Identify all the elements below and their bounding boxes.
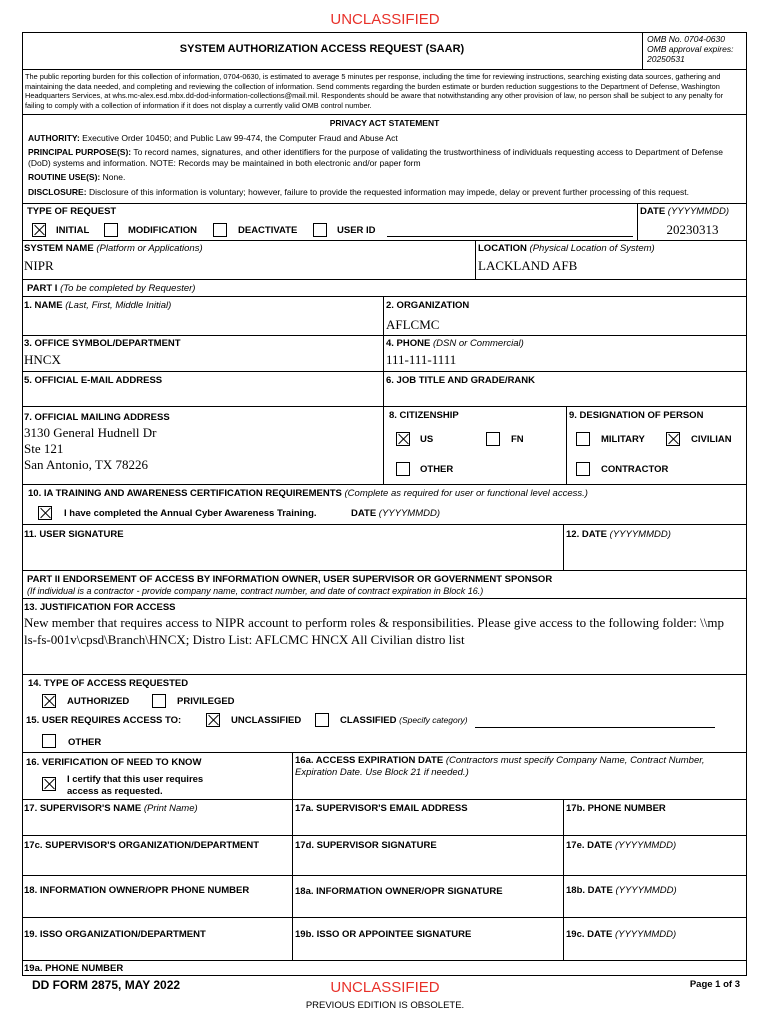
classification-banner-bottom: UNCLASSIFIED (330, 979, 440, 996)
supervisor-name-label: 17. SUPERVISOR'S NAME (Print Name) (24, 803, 198, 814)
system-name-label: SYSTEM NAME (Platform or Applications) (24, 243, 203, 254)
omb-number: OMB No. 0704-0630 (647, 34, 725, 44)
email-label: 5. OFFICIAL E-MAIL ADDRESS (24, 375, 163, 386)
isso-phone-label: 19a. PHONE NUMBER (24, 963, 124, 974)
part2-heading: PART II ENDORSEMENT OF ACCESS BY INFORMATION OWNER, USER SUPERVISOR OR GOVERNMENT SPONSOR (27, 574, 553, 585)
ia-training-checkbox[interactable] (38, 506, 52, 520)
location-label: LOCATION (Physical Location of System) (478, 243, 655, 254)
form-title: SYSTEM AUTHORIZATION ACCESS REQUEST (SAAR) (179, 43, 465, 55)
purpose-text: To record names, signatures, and other identifiers for the purpose of validating the trustworthiness of individuals requesting access to Department of Defense (DoD) systems and information. NOTE: Records may be maintained in both electronic and/or paper form (28, 147, 723, 168)
phone-value[interactable]: 111-111-1111 (386, 352, 457, 367)
office-value[interactable]: HNCX (24, 352, 61, 367)
classified-category-field[interactable] (475, 727, 715, 728)
omb-expires-label: OMB approval expires: (647, 44, 734, 54)
justification-text[interactable]: New member that requires access to NIPR account to perform roles & responsibilities. Please give access to the following folder: \\mpls-fs-001v\cpsd\Branch\HNCX; Distro List: AFLCMC HNCX All Civilian distro list (24, 615, 725, 647)
modification-label: MODIFICATION (128, 225, 197, 236)
type-of-request-label: TYPE OF REQUEST (27, 206, 117, 217)
supervisor-email-label: 17a. SUPERVISOR'S EMAIL ADDRESS (295, 803, 468, 814)
mailing-address-label: 7. OFFICIAL MAILING ADDRESS (24, 412, 170, 423)
part2-hint: (If individual is a contractor - provide company name, contract number, and date of contract expiration in Block 16.) (27, 586, 484, 596)
info-owner-signature-label: 18a. INFORMATION OWNER/OPR SIGNATURE (295, 886, 503, 897)
part1-heading: PART I (To be completed by Requester) (27, 283, 196, 294)
user-signature-label: 11. USER SIGNATURE (24, 529, 124, 540)
user-signature-field[interactable] (24, 542, 559, 568)
contractor-label: CONTRACTOR (601, 464, 669, 475)
name-label: 1. NAME (Last, First, Middle Initial) (24, 300, 172, 311)
isso-org-label: 19. ISSO ORGANIZATION/DEPARTMENT (24, 929, 206, 940)
requires-access-label: 15. USER REQUIRES ACCESS TO: (26, 715, 182, 726)
user-id-field[interactable] (387, 236, 633, 237)
ia-training-label: 10. IA TRAINING AND AWARENESS CERTIFICATION REQUIREMENTS (Complete as required for user or functional level access.) (28, 488, 588, 499)
classification-banner-top: UNCLASSIFIED (330, 11, 440, 28)
disclosure-label: DISCLOSURE: (28, 186, 87, 197)
type-of-access-label: 14. TYPE OF ACCESS REQUESTED (28, 678, 189, 689)
info-owner-date-label: 18b. DATE (YYYYMMDD) (566, 885, 677, 896)
supervisor-date-label: 17e. DATE (YYYYMMDD) (566, 840, 677, 851)
justification-label: 13. JUSTIFICATION FOR ACCESS (24, 602, 176, 613)
user-id-label: USER ID (337, 225, 376, 236)
expiration-block: 16a. ACCESS EXPIRATION DATE (Contractors must specify Company Name, Contract Number, Expiration Date. Use Block 21 if needed.) (295, 755, 705, 778)
citizenship-fn-checkbox[interactable] (486, 432, 500, 446)
supervisor-phone-label: 17b. PHONE NUMBER (566, 803, 666, 814)
privileged-label: PRIVILEGED (177, 696, 235, 707)
other-access-label: OTHER (68, 737, 102, 748)
date-12-label: 12. DATE (YYYYMMDD) (566, 529, 671, 540)
purpose-label: PRINCIPAL PURPOSE(S): (28, 147, 132, 158)
deactivate-checkbox[interactable] (213, 223, 227, 237)
designation-label: 9. DESIGNATION OF PERSON (569, 410, 704, 421)
omb-block (647, 34, 733, 64)
date-label: DATE (YYYYMMDD) (640, 206, 730, 217)
civilian-checkbox[interactable] (666, 432, 680, 446)
routine-label: ROUTINE USE(S): (28, 172, 101, 183)
obsolete-notice: PREVIOUS EDITION IS OBSOLETE. (305, 1000, 465, 1011)
initial-label: INITIAL (56, 225, 90, 236)
disclosure-text: Disclosure of this information is voluntary; however, failure to provide the requested information may impede, delay or prevent further processing of this request. (88, 186, 689, 197)
organization-value[interactable]: AFLCMC (386, 317, 440, 332)
military-label: MILITARY (601, 434, 645, 445)
authorized-checkbox[interactable] (42, 694, 56, 708)
info-owner-phone-label: 18. INFORMATION OWNER/OPR PHONE NUMBER (24, 885, 250, 896)
unclassified-checkbox[interactable] (206, 713, 220, 727)
routine-text: None. (102, 172, 126, 183)
need-to-know-text: I certify that this user requires access as requested. (67, 774, 204, 797)
other-access-checkbox[interactable] (42, 734, 56, 748)
supervisor-org-label: 17c. SUPERVISOR'S ORGANIZATION/DEPARTMENT (24, 840, 260, 851)
citizenship-fn-label: FN (511, 434, 524, 445)
page-number: Page 1 of 3 (689, 979, 740, 990)
job-title-label: 6. JOB TITLE AND GRADE/RANK (386, 375, 536, 386)
privacy-statement (28, 133, 740, 197)
citizenship-us-checkbox[interactable] (396, 432, 410, 446)
ia-training-text: I have completed the Annual Cyber Awareness Training. (64, 508, 317, 519)
privileged-checkbox[interactable] (152, 694, 166, 708)
authorized-label: AUTHORIZED (67, 696, 130, 707)
mailing-address-value[interactable] (24, 425, 157, 473)
classified-checkbox[interactable] (315, 713, 329, 727)
request-date-value[interactable]: 20230313 (666, 222, 719, 237)
need-to-know-checkbox[interactable] (42, 777, 56, 791)
authority-text: Executive Order 10450; and Public Law 99-474, the Computer Fraud and Abuse Act (82, 133, 398, 143)
initial-checkbox[interactable] (32, 223, 46, 237)
phone-label: 4. PHONE (DSN or Commercial) (386, 338, 524, 349)
unclassified-label: UNCLASSIFIED (231, 715, 302, 726)
citizenship-label: 8. CITIZENSHIP (389, 410, 459, 421)
mailing-line-1: 3130 General Hudnell Dr (24, 425, 157, 440)
location-value[interactable]: LACKLAND AFB (478, 258, 578, 273)
office-label: 3. OFFICE SYMBOL/DEPARTMENT (24, 338, 181, 349)
omb-expires-value: 20250531 (647, 54, 685, 64)
military-checkbox[interactable] (576, 432, 590, 446)
ia-date-label: DATE (YYYYMMDD) (351, 508, 441, 519)
mailing-line-3: San Antonio, TX 78226 (24, 457, 148, 472)
burden-statement: The public reporting burden for this collection of information, 0704-0630, is estimated to average 5 minutes per response, including the time for reviewing instructions, searching existing data sources, gathering and maintaining the data needed, and completing and reviewing the collection of information. Send comments regarding the burden estimate or burden reduction suggestions to the Department of Defense, Washington Headquarters Services, at whs.mc-alex.esd.mbx.dd-dod-information-collections@mail.mil. Respondents should be aware that notwithstanding any other provision of law, no person shall be subject to any penalty for failing to comply with a collection of information if it does not display a currently valid OMB control number. (25, 72, 724, 110)
isso-signature-label: 19b. ISSO OR APPOINTEE SIGNATURE (295, 929, 472, 940)
supervisor-signature-label: 17d. SUPERVISOR SIGNATURE (295, 840, 437, 851)
system-name-value[interactable]: NIPR (24, 258, 54, 273)
isso-date-label: 19c. DATE (YYYYMMDD) (566, 929, 677, 940)
user-id-checkbox[interactable] (313, 223, 327, 237)
organization-label: 2. ORGANIZATION (386, 300, 470, 311)
need-to-know-label: 16. VERIFICATION OF NEED TO KNOW (26, 757, 202, 768)
citizenship-other-label: OTHER (420, 464, 454, 475)
authority-label: AUTHORITY: (28, 133, 80, 143)
citizenship-us-label: US (420, 434, 434, 445)
classified-label: CLASSIFIED (Specify category) (340, 715, 468, 726)
civilian-label: CIVILIAN (691, 434, 732, 445)
contractor-checkbox[interactable] (576, 462, 590, 476)
citizenship-other-checkbox[interactable] (396, 462, 410, 476)
deactivate-label: DEACTIVATE (238, 225, 298, 236)
modification-checkbox[interactable] (104, 223, 118, 237)
mailing-line-2: Ste 121 (24, 441, 64, 456)
form-id: DD FORM 2875, MAY 2022 (32, 978, 181, 992)
privacy-heading: PRIVACY ACT STATEMENT (329, 118, 440, 128)
